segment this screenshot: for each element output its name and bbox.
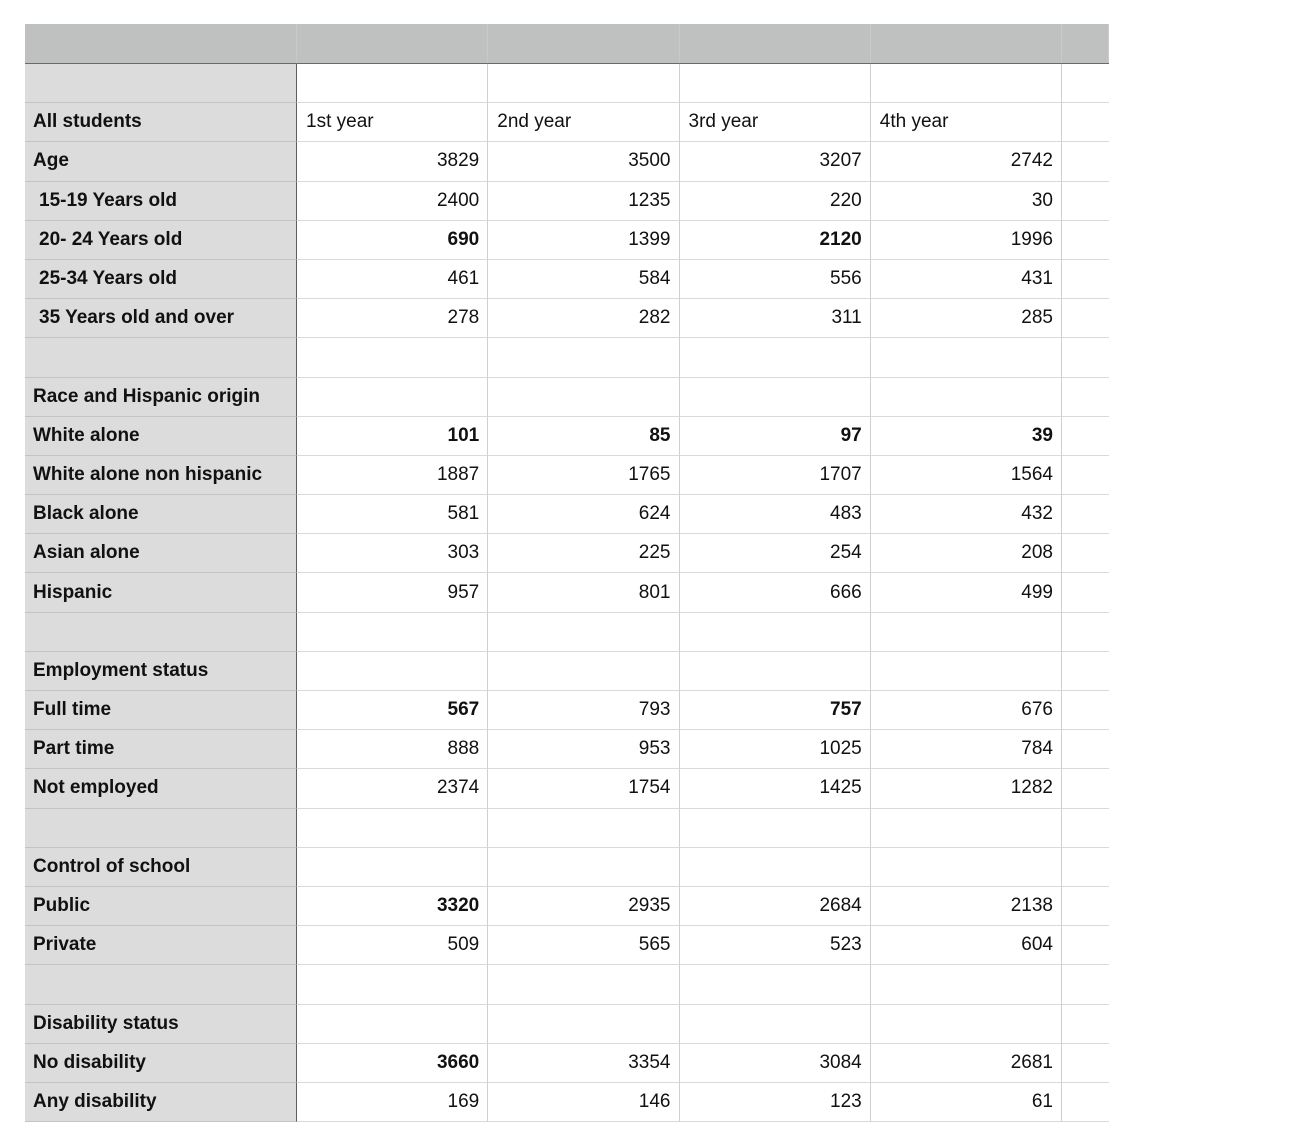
row-label[interactable]: Not employed bbox=[25, 769, 297, 808]
empty-cell[interactable] bbox=[1062, 260, 1109, 299]
row-label[interactable]: Black alone bbox=[25, 495, 297, 534]
column-heading[interactable]: 1st year bbox=[297, 103, 488, 142]
data-cell[interactable]: 220 bbox=[680, 182, 871, 221]
data-cell[interactable]: 1025 bbox=[680, 730, 871, 769]
empty-cell[interactable] bbox=[871, 338, 1062, 377]
empty-cell[interactable] bbox=[297, 1005, 488, 1044]
empty-cell[interactable] bbox=[680, 965, 871, 1004]
data-cell[interactable]: 3084 bbox=[680, 1044, 871, 1083]
empty-cell[interactable] bbox=[1062, 417, 1109, 456]
row-label[interactable] bbox=[25, 64, 297, 103]
empty-cell[interactable] bbox=[297, 64, 488, 103]
data-cell[interactable]: 2684 bbox=[680, 887, 871, 926]
empty-cell[interactable] bbox=[297, 809, 488, 848]
section-label[interactable]: Race and Hispanic origin bbox=[25, 378, 297, 417]
table-row bbox=[25, 887, 1109, 926]
data-cell[interactable]: 461 bbox=[297, 260, 488, 299]
header-cell-a[interactable] bbox=[25, 24, 297, 63]
section-label[interactable]: Control of school bbox=[25, 848, 297, 887]
table-row bbox=[25, 64, 1109, 103]
empty-cell[interactable] bbox=[680, 809, 871, 848]
data-cell[interactable]: 3207 bbox=[680, 142, 871, 181]
empty-cell[interactable] bbox=[871, 965, 1062, 1004]
data-cell[interactable]: 793 bbox=[488, 691, 679, 730]
table-body bbox=[25, 64, 1109, 1122]
data-cell[interactable]: 1425 bbox=[680, 769, 871, 808]
empty-cell[interactable] bbox=[1062, 182, 1109, 221]
empty-cell[interactable] bbox=[1062, 769, 1109, 808]
data-cell[interactable]: 254 bbox=[680, 534, 871, 573]
row-label[interactable]: 25-34 Years old bbox=[25, 260, 297, 299]
empty-cell[interactable] bbox=[1062, 1005, 1109, 1044]
data-cell[interactable]: 3829 bbox=[297, 142, 488, 181]
table-row bbox=[25, 417, 1109, 456]
empty-cell[interactable] bbox=[1062, 456, 1109, 495]
section-label[interactable]: Employment status bbox=[25, 652, 297, 691]
empty-cell[interactable] bbox=[488, 965, 679, 1004]
empty-cell[interactable] bbox=[1062, 299, 1109, 338]
data-cell[interactable]: 2374 bbox=[297, 769, 488, 808]
row-label[interactable] bbox=[25, 338, 297, 377]
column-heading[interactable]: 3rd year bbox=[680, 103, 871, 142]
empty-cell[interactable] bbox=[1062, 64, 1109, 103]
row-label[interactable]: All students bbox=[25, 103, 297, 142]
data-cell[interactable]: 483 bbox=[680, 495, 871, 534]
section-label[interactable]: Disability status bbox=[25, 1005, 297, 1044]
data-cell[interactable]: 432 bbox=[871, 495, 1062, 534]
row-label[interactable]: Hispanic bbox=[25, 573, 297, 612]
table-row bbox=[25, 965, 1109, 1004]
empty-cell[interactable] bbox=[680, 848, 871, 887]
row-label[interactable] bbox=[25, 965, 297, 1004]
data-cell[interactable]: 169 bbox=[297, 1083, 488, 1122]
empty-cell[interactable] bbox=[488, 848, 679, 887]
header-cell-e[interactable] bbox=[871, 24, 1062, 63]
empty-cell[interactable] bbox=[1062, 730, 1109, 769]
row-label[interactable]: 35 Years old and over bbox=[25, 299, 297, 338]
row-label[interactable]: Private bbox=[25, 926, 297, 965]
data-cell[interactable]: 278 bbox=[297, 299, 488, 338]
table-row bbox=[25, 613, 1109, 652]
data-cell[interactable]: 282 bbox=[488, 299, 679, 338]
empty-cell[interactable] bbox=[297, 848, 488, 887]
empty-cell[interactable] bbox=[1062, 809, 1109, 848]
data-cell[interactable]: 2400 bbox=[297, 182, 488, 221]
empty-cell[interactable] bbox=[1062, 221, 1109, 260]
table-header-row bbox=[25, 24, 1109, 64]
data-cell[interactable]: 2742 bbox=[871, 142, 1062, 181]
table-row bbox=[25, 182, 1109, 221]
spreadsheet-table bbox=[25, 24, 1109, 1122]
table-row bbox=[25, 495, 1109, 534]
row-label[interactable]: White alone bbox=[25, 417, 297, 456]
data-cell[interactable]: 690 bbox=[297, 221, 488, 260]
row-label[interactable]: White alone non hispanic bbox=[25, 456, 297, 495]
table-row bbox=[25, 221, 1109, 260]
empty-cell[interactable] bbox=[680, 378, 871, 417]
data-cell[interactable]: 1235 bbox=[488, 182, 679, 221]
empty-cell[interactable] bbox=[1062, 652, 1109, 691]
empty-cell[interactable] bbox=[488, 1005, 679, 1044]
table-row bbox=[25, 730, 1109, 769]
data-cell[interactable]: 1887 bbox=[297, 456, 488, 495]
empty-cell[interactable] bbox=[297, 652, 488, 691]
empty-cell[interactable] bbox=[1062, 965, 1109, 1004]
data-cell[interactable]: 2120 bbox=[680, 221, 871, 260]
empty-cell[interactable] bbox=[297, 378, 488, 417]
row-label[interactable]: Any disability bbox=[25, 1083, 297, 1122]
header-cell-f[interactable] bbox=[1062, 24, 1109, 63]
row-label[interactable]: Public bbox=[25, 887, 297, 926]
data-cell[interactable]: 2138 bbox=[871, 887, 1062, 926]
data-cell[interactable]: 2935 bbox=[488, 887, 679, 926]
data-cell[interactable]: 624 bbox=[488, 495, 679, 534]
header-cell-b[interactable] bbox=[297, 24, 488, 63]
empty-cell[interactable] bbox=[1062, 887, 1109, 926]
table-row bbox=[25, 378, 1109, 417]
data-cell[interactable]: 957 bbox=[297, 573, 488, 612]
empty-cell[interactable] bbox=[488, 652, 679, 691]
empty-cell[interactable] bbox=[680, 338, 871, 377]
data-cell[interactable]: 208 bbox=[871, 534, 1062, 573]
data-cell[interactable]: 61 bbox=[871, 1083, 1062, 1122]
row-label[interactable] bbox=[25, 809, 297, 848]
table-row bbox=[25, 456, 1109, 495]
data-cell[interactable]: 757 bbox=[680, 691, 871, 730]
data-cell[interactable]: 303 bbox=[297, 534, 488, 573]
data-cell[interactable]: 1754 bbox=[488, 769, 679, 808]
table-row bbox=[25, 809, 1109, 848]
data-cell[interactable]: 801 bbox=[488, 573, 679, 612]
empty-cell[interactable] bbox=[680, 613, 871, 652]
data-cell[interactable]: 85 bbox=[488, 417, 679, 456]
empty-cell[interactable] bbox=[680, 1005, 871, 1044]
header-cell-c[interactable] bbox=[488, 24, 679, 63]
data-cell[interactable]: 1399 bbox=[488, 221, 679, 260]
empty-cell[interactable] bbox=[1062, 926, 1109, 965]
empty-cell[interactable] bbox=[871, 848, 1062, 887]
row-label[interactable]: Full time bbox=[25, 691, 297, 730]
empty-cell[interactable] bbox=[1062, 691, 1109, 730]
data-cell[interactable]: 1282 bbox=[871, 769, 1062, 808]
empty-cell[interactable] bbox=[1062, 573, 1109, 612]
table-row bbox=[25, 299, 1109, 338]
data-cell[interactable]: 604 bbox=[871, 926, 1062, 965]
data-cell[interactable]: 3660 bbox=[297, 1044, 488, 1083]
data-cell[interactable]: 1564 bbox=[871, 456, 1062, 495]
data-cell[interactable]: 499 bbox=[871, 573, 1062, 612]
table-row bbox=[25, 769, 1109, 808]
empty-cell[interactable] bbox=[1062, 495, 1109, 534]
row-label[interactable]: 20- 24 Years old bbox=[25, 221, 297, 260]
empty-cell[interactable] bbox=[488, 613, 679, 652]
empty-cell[interactable] bbox=[488, 809, 679, 848]
empty-cell[interactable] bbox=[1062, 103, 1109, 142]
data-cell[interactable]: 39 bbox=[871, 417, 1062, 456]
empty-cell[interactable] bbox=[1062, 613, 1109, 652]
row-label[interactable]: Asian alone bbox=[25, 534, 297, 573]
header-cell-d[interactable] bbox=[680, 24, 871, 63]
table-row bbox=[25, 142, 1109, 181]
data-cell[interactable]: 431 bbox=[871, 260, 1062, 299]
data-cell[interactable]: 666 bbox=[680, 573, 871, 612]
empty-cell[interactable] bbox=[1062, 534, 1109, 573]
empty-cell[interactable] bbox=[297, 965, 488, 1004]
empty-cell[interactable] bbox=[1062, 848, 1109, 887]
data-cell[interactable]: 97 bbox=[680, 417, 871, 456]
row-label[interactable]: Age bbox=[25, 142, 297, 181]
table-row bbox=[25, 103, 1109, 142]
empty-cell[interactable] bbox=[488, 338, 679, 377]
empty-cell[interactable] bbox=[680, 652, 871, 691]
data-cell[interactable]: 3500 bbox=[488, 142, 679, 181]
empty-cell[interactable] bbox=[1062, 1083, 1109, 1122]
table-row bbox=[25, 1083, 1109, 1122]
data-cell[interactable]: 584 bbox=[488, 260, 679, 299]
data-cell[interactable]: 676 bbox=[871, 691, 1062, 730]
data-cell[interactable]: 30 bbox=[871, 182, 1062, 221]
data-cell[interactable]: 509 bbox=[297, 926, 488, 965]
data-cell[interactable]: 146 bbox=[488, 1083, 679, 1122]
empty-cell[interactable] bbox=[871, 64, 1062, 103]
empty-cell[interactable] bbox=[488, 64, 679, 103]
data-cell[interactable]: 3320 bbox=[297, 887, 488, 926]
table-row bbox=[25, 573, 1109, 612]
table-row bbox=[25, 691, 1109, 730]
data-cell[interactable]: 784 bbox=[871, 730, 1062, 769]
data-cell[interactable]: 567 bbox=[297, 691, 488, 730]
empty-cell[interactable] bbox=[488, 378, 679, 417]
empty-cell[interactable] bbox=[1062, 1044, 1109, 1083]
table-row bbox=[25, 848, 1109, 887]
data-cell[interactable]: 581 bbox=[297, 495, 488, 534]
column-heading[interactable]: 4th year bbox=[871, 103, 1062, 142]
data-cell[interactable]: 311 bbox=[680, 299, 871, 338]
empty-cell[interactable] bbox=[871, 1005, 1062, 1044]
data-cell[interactable]: 1765 bbox=[488, 456, 679, 495]
data-cell[interactable]: 888 bbox=[297, 730, 488, 769]
row-label[interactable]: 15-19 Years old bbox=[25, 182, 297, 221]
data-cell[interactable]: 2681 bbox=[871, 1044, 1062, 1083]
table-row bbox=[25, 652, 1109, 691]
table-row bbox=[25, 926, 1109, 965]
data-cell[interactable]: 101 bbox=[297, 417, 488, 456]
row-label[interactable]: No disability bbox=[25, 1044, 297, 1083]
data-cell[interactable]: 123 bbox=[680, 1083, 871, 1122]
table-row bbox=[25, 260, 1109, 299]
empty-cell[interactable] bbox=[871, 652, 1062, 691]
empty-cell[interactable] bbox=[297, 338, 488, 377]
empty-cell[interactable] bbox=[680, 64, 871, 103]
data-cell[interactable]: 556 bbox=[680, 260, 871, 299]
data-cell[interactable]: 225 bbox=[488, 534, 679, 573]
empty-cell[interactable] bbox=[1062, 142, 1109, 181]
data-cell[interactable]: 565 bbox=[488, 926, 679, 965]
data-cell[interactable]: 285 bbox=[871, 299, 1062, 338]
table-row bbox=[25, 1005, 1109, 1044]
data-cell[interactable]: 1707 bbox=[680, 456, 871, 495]
table-row bbox=[25, 534, 1109, 573]
data-cell[interactable]: 3354 bbox=[488, 1044, 679, 1083]
row-label[interactable]: Part time bbox=[25, 730, 297, 769]
empty-cell[interactable] bbox=[1062, 338, 1109, 377]
table-row bbox=[25, 338, 1109, 377]
row-label[interactable] bbox=[25, 613, 297, 652]
data-cell[interactable]: 523 bbox=[680, 926, 871, 965]
table-row bbox=[25, 1044, 1109, 1083]
empty-cell[interactable] bbox=[871, 809, 1062, 848]
data-cell[interactable]: 953 bbox=[488, 730, 679, 769]
empty-cell[interactable] bbox=[871, 378, 1062, 417]
empty-cell[interactable] bbox=[871, 613, 1062, 652]
empty-cell[interactable] bbox=[297, 613, 488, 652]
data-cell[interactable]: 1996 bbox=[871, 221, 1062, 260]
column-heading[interactable]: 2nd year bbox=[488, 103, 679, 142]
empty-cell[interactable] bbox=[1062, 378, 1109, 417]
